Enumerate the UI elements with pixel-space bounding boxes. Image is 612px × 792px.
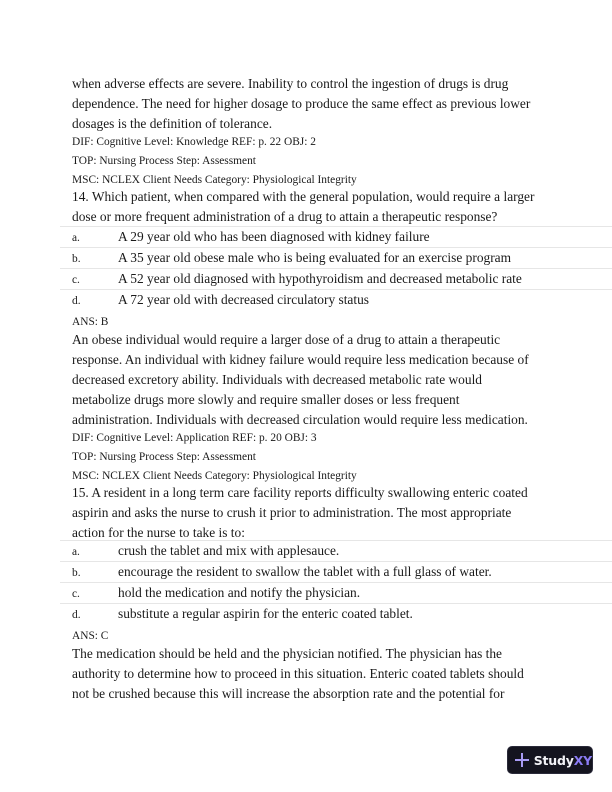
option-label: b. (72, 253, 81, 265)
question-15-answer: ANS: C (72, 630, 109, 642)
option-text: A 29 year old who has been diagnosed with kidney failure (118, 229, 430, 244)
option-label: c. (72, 274, 80, 286)
option-row (60, 603, 612, 624)
option-label: d. (72, 295, 81, 307)
option-label: a. (72, 232, 80, 244)
badge-brand (534, 753, 592, 768)
question-15-stem: 15. A resident in a long term care facility reports difficulty swallowing enteric coated aspirin and asks the nurse to crush it prior to administration. The most appropriate action for the nurse to take is to: (72, 485, 528, 540)
option-text: A 72 year old with decreased circulatory status (118, 292, 369, 307)
option-text: crush the tablet and mix with applesauce. (118, 543, 340, 558)
option-text: encourage the resident to swallow the tablet with a full glass of water. (118, 564, 492, 579)
option-row (60, 582, 612, 603)
question-14-top: TOP: Nursing Process Step: Assessment (72, 451, 256, 463)
question-14-answer: ANS: B (72, 316, 109, 328)
studyxy-badge[interactable] (508, 747, 592, 773)
plus-icon (515, 753, 529, 767)
intro-dif: DIF: Cognitive Level: Knowledge REF: p. 22 OBJ: 2 (72, 136, 316, 148)
option-row (60, 268, 612, 289)
option-text: hold the medication and notify the physician. (118, 585, 361, 600)
option-label: d. (72, 609, 81, 621)
option-label: c. (72, 588, 80, 600)
option-row (60, 540, 612, 561)
question-14-msc: MSC: NCLEX Client Needs Category: Physiological Integrity (72, 470, 357, 482)
option-label: a. (72, 546, 80, 558)
question-14-options (60, 226, 612, 310)
intro-top: TOP: Nursing Process Step: Assessment (72, 155, 256, 167)
question-14-dif: DIF: Cognitive Level: Application REF: p. 20 OBJ: 3 (72, 432, 317, 444)
option-text: substitute a regular aspirin for the enteric coated tablet. (118, 606, 413, 621)
option-label: b. (72, 567, 81, 579)
intro-paragraph: when adverse effects are severe. Inability to control the ingestion of drugs is drug dependence. The need for higher dosage to produce the same effect as previous lower dosages is the definition of tolerance. (72, 76, 531, 131)
option-row (60, 289, 612, 310)
option-row (60, 561, 612, 582)
option-text: A 35 year old obese male who is being evaluated for an exercise program (118, 250, 512, 265)
question-14-rationale: An obese individual would require a larger dose of a drug to attain a therapeutic response. An individual with kidney failure would require less medication because of decreased excretory ability. Individuals with decreased metabolic rate would metabolize drugs more slowly and require smaller doses or less frequent administration. Individuals with decreased circulation would require less medication. (72, 332, 529, 427)
question-14-stem: 14. Which patient, when compared with the general population, would require a larger dose or more frequent administration of a drug to attain a therapeutic response? (72, 189, 535, 224)
option-row (60, 226, 612, 247)
brand-main: Study (533, 752, 574, 768)
option-row (60, 247, 612, 268)
option-text: A 52 year old diagnosed with hypothyroidism and decreased metabolic rate (118, 271, 522, 286)
question-15-rationale: The medication should be held and the physician notified. The physician has the authority to determine how to proceed in this situation. Enteric coated tablets should not be crushed because this will increase the absorption rate and the potential for (72, 646, 524, 701)
intro-msc: MSC: NCLEX Client Needs Category: Physiological Integrity (72, 174, 357, 186)
question-15-options (60, 540, 612, 624)
brand-accent: XY (573, 752, 592, 768)
